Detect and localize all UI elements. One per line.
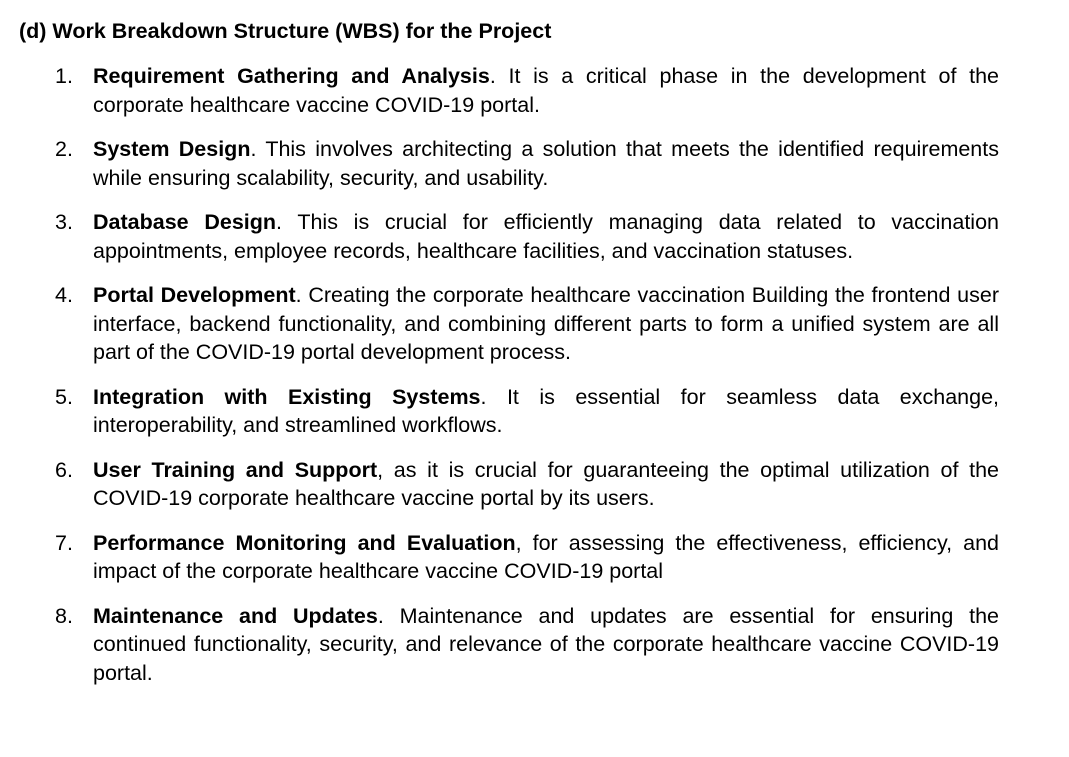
item-title: Maintenance and Updates (93, 603, 378, 628)
list-item (0, 529, 1069, 586)
item-title: Database Design (93, 210, 277, 234)
wbs-list (0, 62, 1069, 703)
section-heading: (d) Work Breakdown Structure (WBS) for the Project (19, 19, 552, 43)
item-number: 6. (55, 457, 73, 482)
item-title: Performance Monitoring and Evaluation (93, 530, 516, 555)
item-body (93, 135, 999, 192)
item-number: 3. (55, 210, 73, 234)
item-title: Integration with Existing Systems (93, 384, 481, 409)
item-title: User Training and Support (93, 457, 378, 482)
list-item (0, 208, 1069, 265)
list-item (0, 281, 1069, 367)
item-title: System Design (93, 137, 251, 161)
item-number: 5. (55, 384, 73, 409)
item-text: . Maintenance and updates are essential for ensuring the continued functionality, security, and relevance of the corporate healthcare vaccine COVID-19 portal. (93, 603, 999, 685)
item-body (93, 208, 999, 265)
item-body (93, 602, 999, 688)
item-text: . It is essential for seamless data exchange, interoperability, and streamlined workflows. (93, 384, 999, 437)
item-body (93, 529, 999, 586)
item-number: 4. (55, 283, 73, 307)
list-item (0, 135, 1069, 192)
item-number: 1. (55, 64, 73, 88)
item-text: . Creating the corporate healthcare vaccination Building the frontend user interface, backend functionality, and combining different parts to form a unified system are all part of the COVID-19 portal development process. (93, 283, 999, 364)
item-title: Requirement Gathering and Analysis (93, 64, 490, 88)
item-title: Portal Development (93, 283, 296, 307)
list-item (0, 456, 1069, 513)
item-body (93, 62, 999, 119)
list-item (0, 62, 1069, 119)
item-body (93, 383, 999, 440)
item-body (93, 456, 999, 513)
item-number: 8. (55, 603, 73, 628)
item-text: , as it is crucial for guaranteeing the optimal utilization of the COVID-19 corporate healthcare vaccine portal by its users. (93, 457, 999, 510)
item-text: . This is crucial for efficiently managing data related to vaccination appointments, employee records, healthcare facilities, and vaccination statuses. (93, 210, 999, 263)
item-text: . This involves architecting a solution that meets the identified requirements while ensuring scalability, security, and usability. (93, 137, 999, 190)
item-text: . It is a critical phase in the development of the corporate healthcare vaccine COVID-19 portal. (93, 64, 999, 117)
item-number: 2. (55, 137, 73, 161)
list-item (0, 602, 1069, 688)
item-number: 7. (55, 530, 73, 555)
item-body (93, 281, 999, 367)
item-text: , for assessing the effectiveness, efficiency, and impact of the corporate healthcare vaccine COVID-19 portal (93, 530, 1000, 583)
list-item (0, 383, 1069, 440)
